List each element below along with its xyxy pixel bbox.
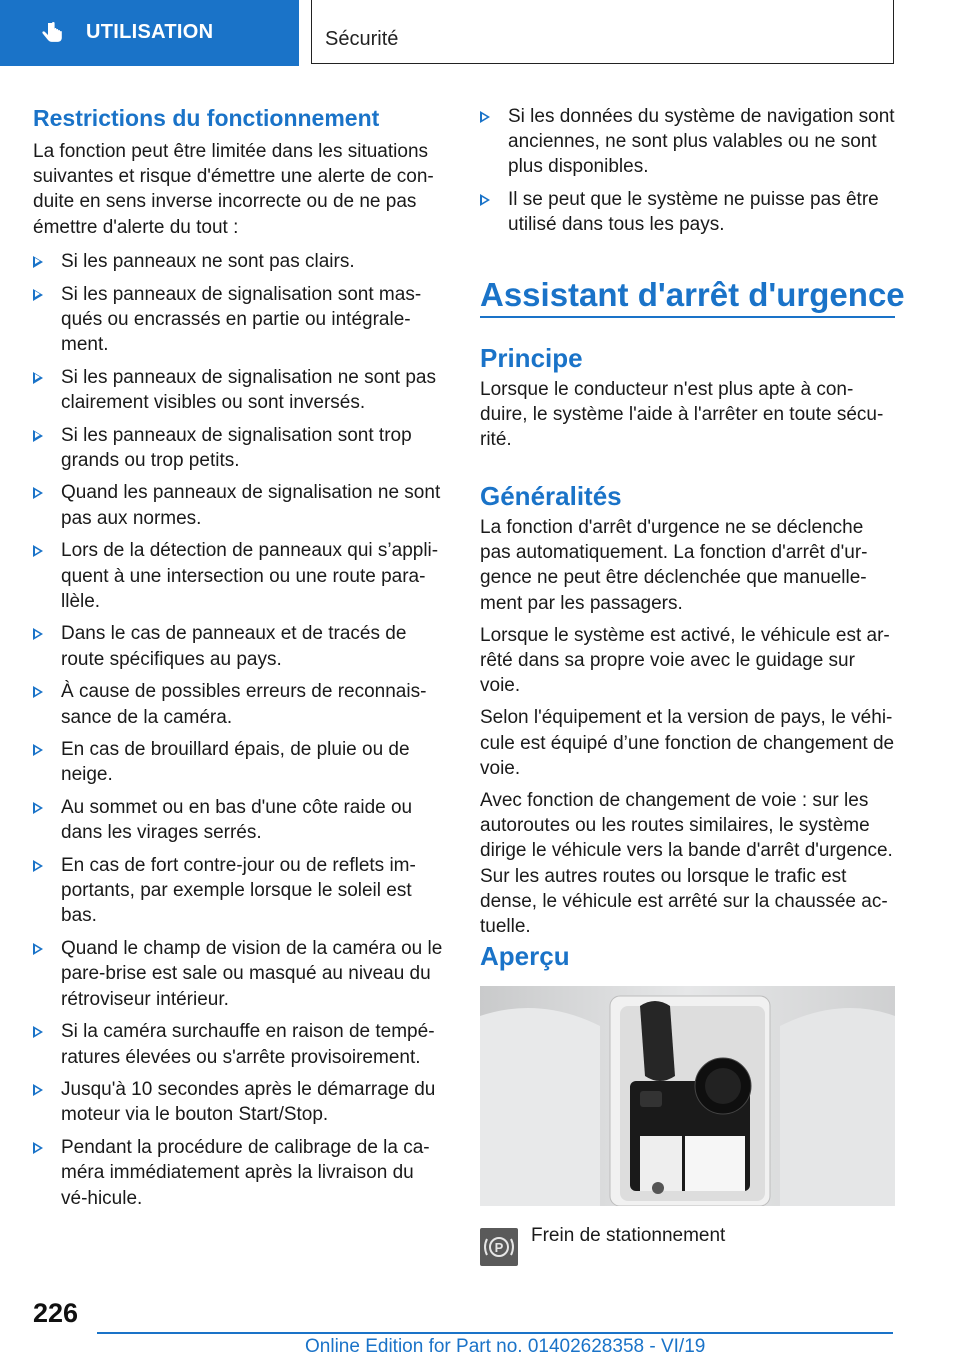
bullet-triangle-icon [480, 111, 490, 123]
bullet-triangle-icon [33, 289, 43, 301]
bullet-triangle-icon [33, 256, 43, 268]
list-item-text: Si les panneaux de signalisation ne sont pas clairement visibles ou sont inversés. [61, 366, 436, 413]
list-item [33, 365, 443, 415]
list-item [33, 1077, 443, 1127]
list-item-text: Au sommet ou en bas d'une côte raide ou dans les virages serrés. [61, 797, 413, 844]
right-column [480, 104, 898, 245]
bullet-triangle-icon [33, 943, 43, 955]
page-section-title: Assistant d'arrêt d'urgence [480, 276, 905, 313]
list-item-text: Il se peut que le système ne puisse pas être utilisé dans tous les pays. [508, 189, 879, 236]
list-item-text: Si la caméra surchauffe en raison de tempé-ratures élevées ou s'arrête provisoirement. [61, 1021, 435, 1068]
list-item-text: À cause de possibles erreurs de reconnais-sance de la caméra. [61, 681, 427, 728]
bullet-triangle-icon [33, 430, 43, 442]
principe-heading: Principe [480, 343, 583, 373]
list-item-text: Quand le champ de vision de la caméra ou le pare-brise est sale ou masqué au niveau du rétroviseur intérieur. [61, 938, 443, 1010]
bullet-triangle-icon [33, 860, 43, 872]
list-item [33, 853, 443, 929]
generalites-paragraph: La fonction d'arrêt d'urgence ne se déclenche pas automatiquement. La fonction d'arrêt d'ur-gence ne peut être déclenchée que manuelle-ment par les passagers. [480, 517, 868, 614]
generalites-paragraph: Selon l'équipement et la version de pays, le véhi-cule est équipé d’une fonction de changement de voie. [480, 707, 895, 779]
list-item [480, 187, 898, 237]
generalites-paragraph: Lorsque le système est activé, le véhicule est ar-rêté dans sa propre voie avec le guidage sur voie. [480, 624, 890, 697]
generalites-block [480, 480, 898, 946]
list-item [33, 480, 443, 530]
bullet-triangle-icon [33, 1026, 43, 1038]
list-item-text: Jusqu'à 10 secondes après le démarrage du moteur via le bouton Start/Stop. [61, 1079, 436, 1126]
bullet-triangle-icon [33, 1142, 43, 1154]
bullet-triangle-icon [33, 802, 43, 814]
list-item-text: Si les panneaux ne sont pas clairs. [61, 250, 355, 272]
list-item-text: Lors de la détection de panneaux qui s’appli-quent à une intersection ou une route para-llèle. [61, 540, 439, 612]
parking-brake-caption: Frein de stationnement [531, 1225, 726, 1246]
generalites-paragraphs [480, 515, 898, 939]
list-item-text: Quand les panneaux de signalisation ne sont pas aux normes. [61, 482, 441, 529]
section-tab[interactable] [0, 0, 299, 66]
bullet-triangle-icon [33, 686, 43, 698]
parking-brake-icon [480, 1228, 518, 1266]
bullet-triangle-icon [480, 194, 490, 206]
generalites-paragraph: Avec fonction de changement de voie : sur les autoroutes ou les routes similaires, le système dirige le véhicule vers la bande d'arrêt d'urgence. Sur les autres routes ou lorsque le trafic est dense, le véhicule est arrêté sur la chaussée ac-tuelle. [480, 790, 893, 938]
footer-edition: Online Edition for Part no. 01402628358 - VI/19 [305, 1336, 706, 1357]
bullet-triangle-icon [33, 1084, 43, 1096]
list-item-text: En cas de brouillard épais, de pluie ou de neige. [61, 739, 410, 786]
bullet-triangle-icon [33, 628, 43, 640]
principe-text: Lorsque le conducteur n'est plus apte à con-duire, le système l'aide à l'arrêter en toute sécu-rité. [480, 379, 884, 451]
footer-rule [97, 1332, 893, 1334]
list-item-text: Pendant la procédure de calibrage de la ca-méra immédiatement après la livraison du vé-hicule. [61, 1137, 430, 1209]
gear-selector-console-image [480, 986, 895, 1206]
console-photo [480, 986, 895, 1206]
list-item [33, 679, 443, 729]
list-item [33, 423, 443, 473]
list-item-text: En cas de fort contre-jour ou de reflets im-portants, par exemple lorsque le soleil est bas. [61, 855, 416, 927]
list-item [480, 104, 898, 180]
list-item [33, 621, 443, 671]
svg-text:P: P [494, 1240, 504, 1255]
list-item [33, 1135, 443, 1211]
list-item-text: Si les données du système de navigation sont anciennes, ne sont plus valables ou ne sont plus disponibles. [508, 106, 895, 178]
bullet-triangle-icon [33, 372, 43, 384]
page-number: 226 [33, 1298, 79, 1328]
subsection-box [311, 0, 894, 64]
list-item-text: Si les panneaux de signalisation sont mas-qués ou encrassés en partie ou intégrale-ment. [61, 283, 422, 355]
section-label: UTILISATION [86, 21, 214, 43]
left-column [33, 104, 443, 1218]
principe-block [480, 342, 898, 453]
list-item [33, 737, 443, 787]
navigation-list [480, 104, 898, 238]
restrictions-heading: Restrictions du fonctionnement [33, 105, 380, 131]
list-item [33, 282, 443, 358]
hand-pointer-icon [38, 20, 66, 48]
apercu-heading: Aperçu [480, 941, 570, 971]
generalites-heading: Généralités [480, 481, 622, 511]
list-item [33, 795, 443, 845]
bullet-triangle-icon [33, 487, 43, 499]
restrictions-intro: La fonction peut être limitée dans les situations suivantes et risque d'émettre une alerte de con-duite en sens inverse incorrecte ou de ne pas émettre d'alerte du tout : [33, 141, 434, 238]
subsection-label: Sécurité [325, 28, 399, 50]
restrictions-list [33, 249, 443, 1211]
list-item [33, 538, 443, 614]
list-item [33, 249, 443, 274]
list-item-text: Dans le cas de panneaux et de tracés de route spécifiques au pays. [61, 623, 407, 670]
bullet-triangle-icon [33, 744, 43, 756]
list-item [33, 1019, 443, 1069]
list-item [33, 936, 443, 1012]
list-item-text: Si les panneaux de signalisation sont trop grands ou trop petits. [61, 424, 412, 471]
bullet-triangle-icon [33, 545, 43, 557]
title-rule [480, 316, 895, 318]
